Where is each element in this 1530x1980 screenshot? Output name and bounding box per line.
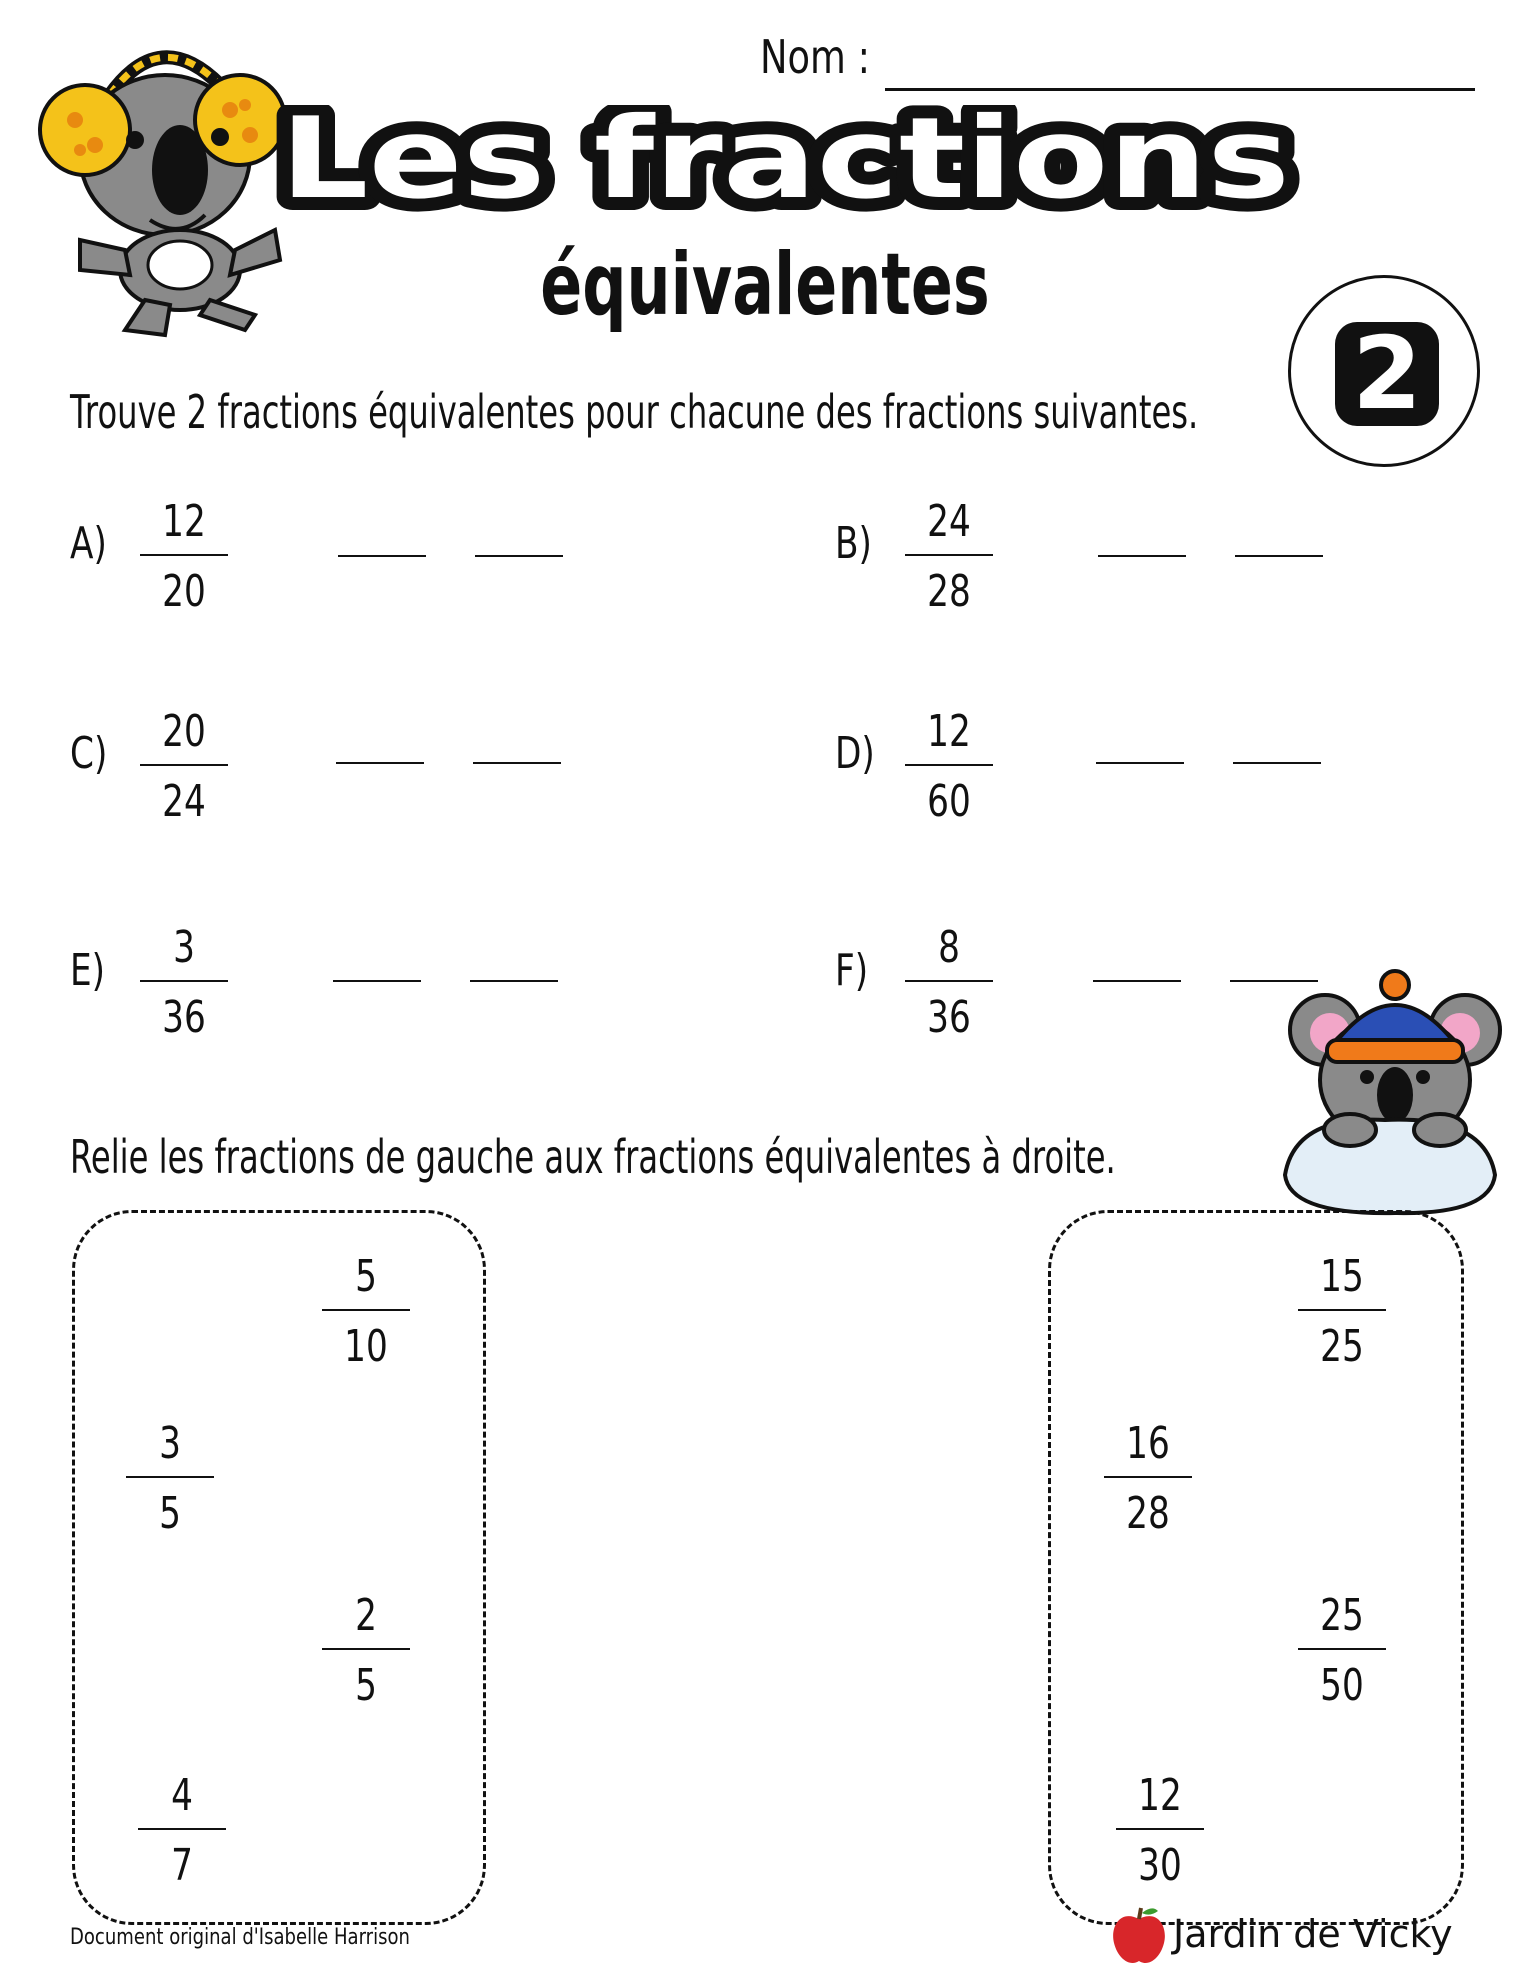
sheet-number: 2 <box>1335 322 1439 426</box>
fraction-bar <box>1298 1309 1386 1311</box>
item-e-fraction <box>140 922 228 1043</box>
right-fraction-1[interactable] <box>1298 1251 1386 1372</box>
item-c-numerator: 20 <box>162 706 206 757</box>
fraction-bar <box>1116 1828 1204 1830</box>
item-f-answer-1[interactable] <box>1093 980 1181 982</box>
page-subtitle: équivalentes <box>540 235 990 335</box>
item-c-label: C) <box>70 728 108 779</box>
left-fraction-3[interactable] <box>322 1590 410 1711</box>
right-fractions-box <box>1048 1210 1464 1925</box>
item-b-denominator: 28 <box>927 566 971 617</box>
left-fraction-3-numerator: 2 <box>355 1590 377 1641</box>
fraction-bar <box>140 980 228 982</box>
item-e-numerator: 3 <box>173 922 195 973</box>
item-e-answer-1[interactable] <box>333 980 421 982</box>
brand-text: Jardin de Vicky <box>1173 1912 1453 1956</box>
item-b-label: B) <box>835 518 872 569</box>
right-fraction-4-numerator: 12 <box>1138 1770 1182 1821</box>
item-d-answer-1[interactable] <box>1096 762 1184 764</box>
item-f-denominator: 36 <box>927 992 971 1043</box>
item-b-fraction <box>905 496 993 617</box>
item-a-answer-2[interactable] <box>475 555 563 557</box>
fraction-bar <box>126 1476 214 1478</box>
left-fraction-1-denominator: 10 <box>344 1321 388 1372</box>
item-a-answer-1[interactable] <box>338 555 426 557</box>
right-fraction-1-numerator: 15 <box>1320 1251 1364 1302</box>
left-fraction-4-denominator: 7 <box>171 1840 193 1891</box>
page-title <box>270 105 1300 225</box>
name-input-line[interactable] <box>885 88 1475 91</box>
item-f-label: F) <box>835 945 869 996</box>
fraction-bar <box>905 554 993 556</box>
fraction-bar <box>140 554 228 556</box>
right-fraction-4[interactable] <box>1116 1770 1204 1891</box>
left-fraction-2[interactable] <box>126 1418 214 1539</box>
fraction-bar <box>140 764 228 766</box>
item-d-numerator: 12 <box>927 706 971 757</box>
left-fraction-4-numerator: 4 <box>171 1770 193 1821</box>
item-f-fraction <box>905 922 993 1043</box>
item-e-denominator: 36 <box>162 992 206 1043</box>
item-d-denominator: 60 <box>927 776 971 827</box>
item-d-fraction <box>905 706 993 827</box>
item-a-denominator: 20 <box>162 566 206 617</box>
fraction-bar <box>322 1309 410 1311</box>
item-d-answer-2[interactable] <box>1233 762 1321 764</box>
item-e-label: E) <box>70 945 106 996</box>
item-c-denominator: 24 <box>162 776 206 827</box>
fraction-bar <box>1104 1476 1192 1478</box>
left-fraction-1-numerator: 5 <box>355 1251 377 1302</box>
left-fraction-1[interactable] <box>322 1251 410 1372</box>
item-c-fraction <box>140 706 228 827</box>
fraction-bar <box>322 1648 410 1650</box>
fraction-bar <box>905 764 993 766</box>
item-a-numerator: 12 <box>162 496 206 547</box>
item-c-answer-1[interactable] <box>336 762 424 764</box>
koala-snow-illustration <box>1275 965 1505 1230</box>
right-fraction-3[interactable] <box>1298 1590 1386 1711</box>
right-fraction-2[interactable] <box>1104 1418 1192 1539</box>
left-fraction-2-denominator: 5 <box>159 1488 181 1539</box>
right-fraction-2-denominator: 28 <box>1126 1488 1170 1539</box>
fraction-bar <box>1298 1648 1386 1650</box>
item-a-fraction <box>140 496 228 617</box>
credit-text: Document original d'Isabelle Harrison <box>70 1925 410 1950</box>
item-c-answer-2[interactable] <box>473 762 561 764</box>
left-fractions-box <box>72 1210 486 1925</box>
item-b-numerator: 24 <box>927 496 971 547</box>
right-fraction-1-denominator: 25 <box>1320 1321 1364 1372</box>
item-f-numerator: 8 <box>938 922 960 973</box>
item-a-label: A) <box>70 518 107 569</box>
svg-text:Les fractions: Les fractions <box>280 105 1290 224</box>
apple-icon <box>1110 1905 1168 1967</box>
right-fraction-3-numerator: 25 <box>1320 1590 1364 1641</box>
right-fraction-3-denominator: 50 <box>1320 1660 1364 1711</box>
part1-instruction: Trouve 2 fractions équivalentes pour chacune des fractions suivantes. <box>70 385 1199 439</box>
sheet-number-badge <box>1288 275 1480 467</box>
item-b-answer-1[interactable] <box>1098 555 1186 557</box>
right-fraction-4-denominator: 30 <box>1138 1840 1182 1891</box>
left-fraction-2-numerator: 3 <box>159 1418 181 1469</box>
item-b-answer-2[interactable] <box>1235 555 1323 557</box>
right-fraction-2-numerator: 16 <box>1126 1418 1170 1469</box>
fraction-bar <box>138 1828 226 1830</box>
item-e-answer-2[interactable] <box>470 980 558 982</box>
fraction-bar <box>905 980 993 982</box>
left-fraction-4[interactable] <box>138 1770 226 1891</box>
name-label: Nom : <box>760 30 870 84</box>
left-fraction-3-denominator: 5 <box>355 1660 377 1711</box>
part2-instruction: Relie les fractions de gauche aux fractions équivalentes à droite. <box>70 1130 1116 1184</box>
item-d-label: D) <box>835 728 875 779</box>
